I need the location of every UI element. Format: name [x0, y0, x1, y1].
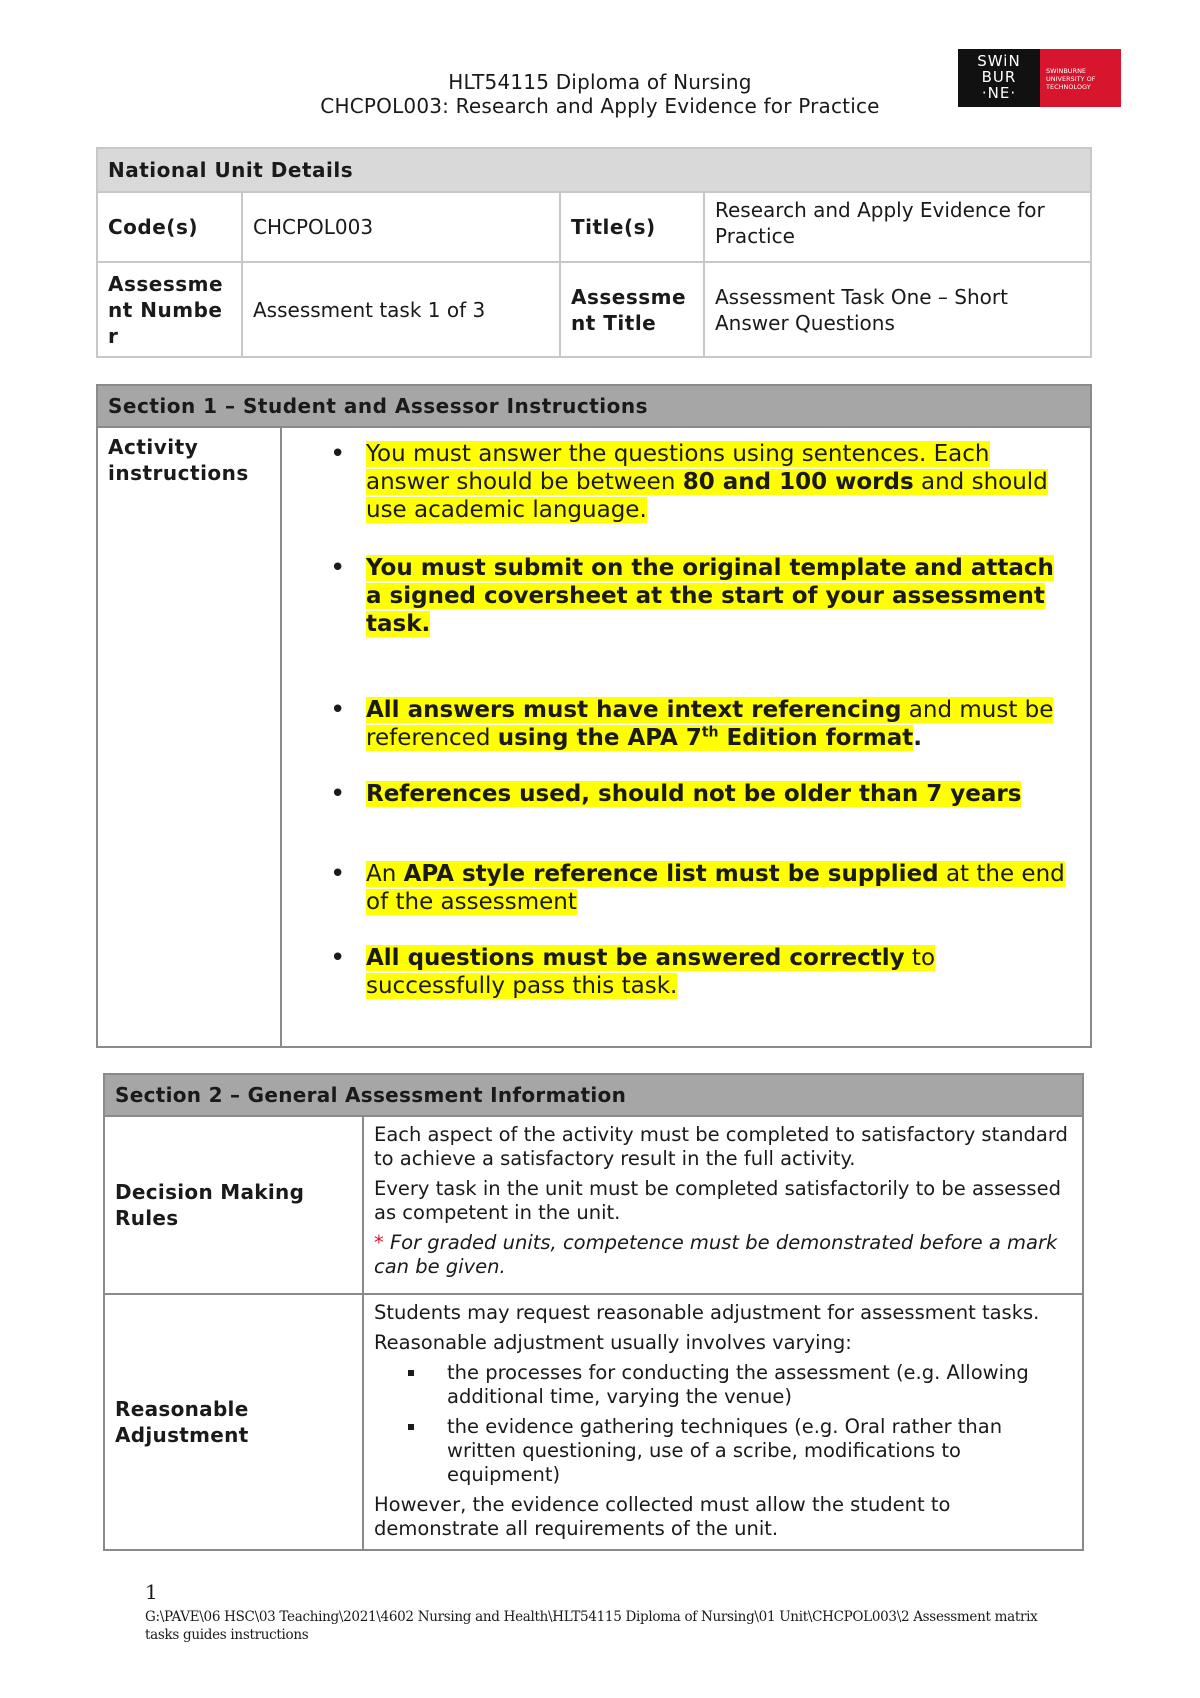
list-item: the evidence gathering techniques (e.g. Oral rather than written questioning, use of a scribe, modifications to equipment) — [434, 1415, 1072, 1487]
assessment-number-value: Assessment task 1 of 3 — [242, 262, 560, 357]
unit-title: CHCPOL003: Research and Apply Evidence for Practice — [320, 94, 880, 118]
logo-mark-line: SWiN — [977, 52, 1021, 70]
instruction-text: and should use academic language. — [366, 469, 1048, 523]
page-number: 1 — [145, 1580, 158, 1604]
logo-mark-line: BUR — [981, 68, 1017, 86]
instruction-text: You must answer the questions using sentences. Each answer should be between — [366, 441, 990, 495]
list-item — [330, 944, 1070, 1000]
assessment-title-label: Assessment Title — [560, 262, 704, 357]
decision-making-rules — [363, 1116, 1083, 1294]
paragraph: However, the evidence collected must allow the student to demonstrate all requirements of the unit. — [374, 1493, 951, 1540]
list-item — [330, 780, 1070, 808]
section2-table — [103, 1073, 1084, 1551]
file-path: G:\PAVE\06 HSC\03 Teaching\2021\4602 Nursing and Health\HLT54115 Diploma of Nursing\01 Unit\CHCPOL003\2 Assessment matrix tasks guides instructions — [145, 1609, 1038, 1643]
swinburne-logo — [958, 49, 1121, 107]
list-item — [330, 554, 1070, 638]
title-value: Research and Apply Evidence for Practice — [704, 192, 1091, 262]
list-item — [330, 440, 1070, 524]
logo-mark — [958, 49, 1040, 107]
reasonable-adjustment — [363, 1294, 1083, 1550]
instruction-list — [330, 440, 1070, 1000]
national-unit-details-table — [96, 147, 1092, 358]
list-item — [330, 696, 1070, 752]
superscript: th — [701, 724, 719, 741]
paragraph: Students may request reasonable adjustment for assessment tasks. — [374, 1301, 1040, 1324]
list-item — [330, 860, 1070, 916]
adjustment-list — [374, 1361, 1072, 1487]
section1-heading: Section 1 – Student and Assessor Instructions — [97, 385, 1091, 427]
instruction-text: to successfully pass this task. — [366, 945, 936, 999]
code-value: CHCPOL003 — [242, 192, 560, 262]
logo-mark-line: ·NE· — [981, 84, 1017, 102]
instruction-emphasis: You must submit on the original template and attach a signed coversheet at the start of your assessment task. — [366, 555, 1054, 637]
section2-heading: Section 2 – General Assessment Information — [104, 1074, 1083, 1116]
page-footer — [145, 1580, 1045, 1644]
assessment-title-value: Assessment Task One – Short Answer Questions — [704, 262, 1091, 357]
list-item: the processes for conducting the assessment (e.g. Allowing additional time, varying the venue) — [434, 1361, 1072, 1409]
unit-details-heading: National Unit Details — [97, 148, 1091, 192]
instruction-emphasis: All questions must be answered correctly — [366, 945, 905, 971]
title-label: Title(s) — [560, 192, 704, 262]
instruction-emphasis: All answers must have intext referencing — [366, 697, 902, 723]
assessment-number-label: Assessment Number — [97, 262, 242, 357]
course-title: HLT54115 Diploma of Nursing — [448, 70, 752, 94]
reasonable-adjustment-label: Reasonable Adjustment — [104, 1294, 363, 1550]
code-label: Code(s) — [97, 192, 242, 262]
logo-wordmark: SWINBURNE UNIVERSITY OF TECHNOLOGY — [1040, 49, 1121, 107]
instruction-text: and must be referenced — [366, 697, 1054, 751]
instruction-emphasis: APA style reference list must be supplied — [403, 861, 939, 887]
activity-instructions — [281, 427, 1091, 1047]
instruction-emphasis: Edition format — [718, 725, 914, 751]
instruction-emphasis: 80 and 100 words — [682, 469, 914, 495]
section1-table — [96, 384, 1092, 1048]
activity-instructions-label: Activity instructions — [97, 427, 281, 1047]
instruction-emphasis: References used, should not be older than 7 years — [366, 781, 1022, 807]
instruction-text: at the end of the assessment — [366, 861, 1065, 915]
instruction-text: . — [913, 725, 923, 751]
instruction-emphasis: using the APA 7 — [497, 725, 702, 751]
note-text: For graded units, competence must be demonstrated before a mark can be given. — [374, 1231, 1058, 1278]
paragraph: Reasonable adjustment usually involves varying: — [374, 1331, 852, 1354]
instruction-text: An — [366, 861, 404, 887]
asterisk: * — [374, 1231, 384, 1254]
paragraph — [374, 1231, 1072, 1279]
paragraph: Every task in the unit must be completed satisfactorily to be assessed as competent in the unit. — [374, 1177, 1061, 1224]
paragraph: Each aspect of the activity must be completed to satisfactory standard to achieve a satisfactory result in the full activity. — [374, 1123, 1068, 1170]
decision-making-rules-label: Decision Making Rules — [104, 1116, 363, 1294]
